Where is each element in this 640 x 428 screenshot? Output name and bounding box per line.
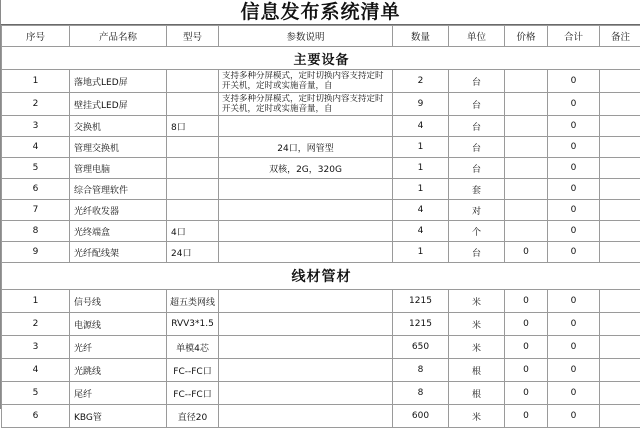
table-row: [2, 158, 640, 179]
cell-quantity[interactable]: 650: [393, 336, 449, 359]
header-cell[interactable]: 备注: [600, 26, 640, 47]
cell-total[interactable]: 0: [548, 221, 600, 242]
cell-spec[interactable]: [219, 93, 393, 116]
cell-note[interactable]: [600, 290, 640, 313]
cell-product-name[interactable]: 尾纤: [70, 382, 167, 405]
cell-spec[interactable]: 24口，网管型: [219, 137, 393, 158]
cell-total[interactable]: 0: [548, 158, 600, 179]
cell-unit[interactable]: 台: [449, 242, 505, 263]
cell-model[interactable]: 单模4芯: [167, 336, 219, 359]
cell-model[interactable]: 24口: [167, 242, 219, 263]
sheet-title: 信息发布系统清单: [1, 0, 640, 25]
cell-product-name[interactable]: 光纤收发器: [70, 200, 167, 221]
cell-price[interactable]: 0: [505, 405, 548, 428]
cell-unit[interactable]: 对: [449, 200, 505, 221]
cell-unit[interactable]: 米: [449, 313, 505, 336]
cell-spec[interactable]: [219, 116, 393, 137]
cell-index[interactable]: 3: [2, 336, 70, 359]
cell-total[interactable]: 0: [548, 179, 600, 200]
cell-total[interactable]: 0: [548, 93, 600, 116]
cell-quantity[interactable]: 1: [393, 137, 449, 158]
cell-quantity[interactable]: 2: [393, 70, 449, 93]
cell-unit[interactable]: 米: [449, 290, 505, 313]
cell-spec[interactable]: [219, 242, 393, 263]
cell-total[interactable]: 0: [548, 200, 600, 221]
cell-product-name[interactable]: 电源线: [70, 313, 167, 336]
header-cell[interactable]: 合计: [548, 26, 600, 47]
cell-total[interactable]: 0: [548, 359, 600, 382]
cell-note[interactable]: [600, 313, 640, 336]
cell-quantity[interactable]: 4: [393, 200, 449, 221]
cell-product-name[interactable]: 管理交换机: [70, 137, 167, 158]
table-row: [2, 70, 640, 93]
cell-note[interactable]: [600, 93, 640, 116]
cell-note[interactable]: [600, 382, 640, 405]
cell-unit[interactable]: 套: [449, 179, 505, 200]
cell-note[interactable]: [600, 179, 640, 200]
cell-model[interactable]: [167, 158, 219, 179]
cell-index[interactable]: 4: [2, 137, 70, 158]
cell-unit[interactable]: 米: [449, 405, 505, 428]
header-cell[interactable]: 参数说明: [219, 26, 393, 47]
cell-quantity[interactable]: 8: [393, 359, 449, 382]
header-cell[interactable]: 价格: [505, 26, 548, 47]
header-cell[interactable]: 序号: [2, 26, 70, 47]
section-row-main-equipment: [2, 47, 640, 70]
cell-unit[interactable]: 个: [449, 221, 505, 242]
cell-quantity[interactable]: 4: [393, 116, 449, 137]
cell-index[interactable]: 9: [2, 242, 70, 263]
section-row-cables: [2, 263, 640, 290]
cell-product-name[interactable]: 光跳线: [70, 359, 167, 382]
cell-price[interactable]: 0: [505, 242, 548, 263]
cell-product-name[interactable]: 光纤配线架: [70, 242, 167, 263]
cell-unit[interactable]: 根: [449, 359, 505, 382]
cell-note[interactable]: [600, 359, 640, 382]
header-row: [2, 26, 640, 47]
cell-quantity[interactable]: 600: [393, 405, 449, 428]
cell-quantity[interactable]: 1: [393, 179, 449, 200]
table-row: [2, 221, 640, 242]
cell-spec[interactable]: [219, 382, 393, 405]
cell-total[interactable]: 0: [548, 405, 600, 428]
cell-index[interactable]: 2: [2, 93, 70, 116]
cell-index[interactable]: 3: [2, 116, 70, 137]
table-row: [2, 179, 640, 200]
header-cell[interactable]: 单位: [449, 26, 505, 47]
cell-index[interactable]: 7: [2, 200, 70, 221]
cell-spec[interactable]: 双核，2G，320G: [219, 158, 393, 179]
cell-total[interactable]: 0: [548, 336, 600, 359]
cell-model[interactable]: 4口: [167, 221, 219, 242]
section-title[interactable]: 主要设备: [2, 47, 640, 70]
cell-index[interactable]: 1: [2, 70, 70, 93]
cell-price[interactable]: [505, 116, 548, 137]
cell-price[interactable]: [505, 158, 548, 179]
cell-price[interactable]: 0: [505, 313, 548, 336]
cell-spec[interactable]: [219, 70, 393, 93]
cell-quantity[interactable]: 8: [393, 382, 449, 405]
cell-note[interactable]: [600, 242, 640, 263]
table-row: [2, 137, 640, 158]
cell-model[interactable]: [167, 70, 219, 93]
cell-total[interactable]: 0: [548, 116, 600, 137]
cell-model[interactable]: FC--FC口: [167, 359, 219, 382]
cell-total[interactable]: 0: [548, 242, 600, 263]
cell-spec[interactable]: [219, 313, 393, 336]
cell-model[interactable]: 8口: [167, 116, 219, 137]
cell-spec[interactable]: [219, 179, 393, 200]
cell-price[interactable]: [505, 200, 548, 221]
cell-index[interactable]: 8: [2, 221, 70, 242]
table-row: [2, 200, 640, 221]
cell-product-name[interactable]: 综合管理软件: [70, 179, 167, 200]
cell-quantity[interactable]: 1215: [393, 290, 449, 313]
table-row: [2, 382, 640, 405]
cell-model[interactable]: RVV3*1.5: [167, 313, 219, 336]
cell-quantity[interactable]: 1: [393, 158, 449, 179]
cell-unit[interactable]: 台: [449, 137, 505, 158]
cell-product-name[interactable]: 光终端盒: [70, 221, 167, 242]
cell-spec[interactable]: [219, 336, 393, 359]
table-row: [2, 242, 640, 263]
cell-price[interactable]: 0: [505, 359, 548, 382]
cell-spec[interactable]: [219, 359, 393, 382]
cell-model[interactable]: FC--FC口: [167, 382, 219, 405]
header-cell[interactable]: 型号: [167, 26, 219, 47]
cell-quantity[interactable]: 1: [393, 242, 449, 263]
cell-note[interactable]: [600, 116, 640, 137]
cell-unit[interactable]: 台: [449, 93, 505, 116]
table-row: [2, 116, 640, 137]
cell-unit[interactable]: 台: [449, 70, 505, 93]
cell-price[interactable]: 0: [505, 290, 548, 313]
equipment-table: [1, 25, 640, 428]
cell-note[interactable]: [600, 137, 640, 158]
cell-price[interactable]: [505, 179, 548, 200]
cell-note[interactable]: [600, 70, 640, 93]
cell-price[interactable]: [505, 137, 548, 158]
cell-index[interactable]: 2: [2, 313, 70, 336]
cell-product-name[interactable]: 信号线: [70, 290, 167, 313]
cell-note[interactable]: [600, 405, 640, 428]
cell-spec[interactable]: [219, 290, 393, 313]
cell-index[interactable]: 4: [2, 359, 70, 382]
cell-price[interactable]: [505, 221, 548, 242]
header-cell[interactable]: 数量: [393, 26, 449, 47]
cell-unit[interactable]: 根: [449, 382, 505, 405]
cell-product-name[interactable]: 交换机: [70, 116, 167, 137]
cell-model[interactable]: 超五类网线: [167, 290, 219, 313]
table-row: [2, 405, 640, 428]
cell-model[interactable]: [167, 179, 219, 200]
cell-product-name[interactable]: 管理电脑: [70, 158, 167, 179]
cell-model[interactable]: [167, 137, 219, 158]
cell-quantity[interactable]: 4: [393, 221, 449, 242]
cell-unit[interactable]: 台: [449, 158, 505, 179]
section-title[interactable]: 线材管材: [2, 263, 640, 290]
cell-total[interactable]: 0: [548, 290, 600, 313]
cell-note[interactable]: [600, 336, 640, 359]
cell-price[interactable]: 0: [505, 382, 548, 405]
cell-product-name[interactable]: 光纤: [70, 336, 167, 359]
table-row: [2, 359, 640, 382]
cell-price[interactable]: 0: [505, 336, 548, 359]
cell-total[interactable]: 0: [548, 313, 600, 336]
spec-text: 支持多种分屏模式，定时切换内容支持定时开关机，定时或实施音量，自: [222, 71, 389, 91]
cell-note[interactable]: [600, 158, 640, 179]
cell-total[interactable]: 0: [548, 137, 600, 158]
cell-price[interactable]: [505, 93, 548, 116]
cell-quantity[interactable]: 1215: [393, 313, 449, 336]
cell-index[interactable]: 6: [2, 405, 70, 428]
cell-total[interactable]: 0: [548, 382, 600, 405]
cell-index[interactable]: 6: [2, 179, 70, 200]
cell-product-name[interactable]: KBG管: [70, 405, 167, 428]
cell-spec[interactable]: [219, 200, 393, 221]
cell-model[interactable]: [167, 200, 219, 221]
cell-product-name[interactable]: 壁挂式LED屏: [70, 93, 167, 116]
table-row: [2, 290, 640, 313]
table-row: [2, 313, 640, 336]
table-row: [2, 93, 640, 116]
header-cell[interactable]: 产品名称: [70, 26, 167, 47]
cell-note[interactable]: [600, 221, 640, 242]
cell-note[interactable]: [600, 200, 640, 221]
cell-price[interactable]: [505, 70, 548, 93]
cell-model[interactable]: 直径20: [167, 405, 219, 428]
table-row: [2, 336, 640, 359]
cell-unit[interactable]: 台: [449, 116, 505, 137]
cell-spec[interactable]: [219, 405, 393, 428]
cell-index[interactable]: 5: [2, 382, 70, 405]
spec-text: 支持多种分屏模式，定时切换内容支持定时开关机，定时或实施音量，自: [222, 94, 389, 114]
cell-unit[interactable]: 米: [449, 336, 505, 359]
cell-model[interactable]: [167, 93, 219, 116]
cell-index[interactable]: 5: [2, 158, 70, 179]
cell-spec[interactable]: [219, 221, 393, 242]
cell-index[interactable]: 1: [2, 290, 70, 313]
cell-total[interactable]: 0: [548, 70, 600, 93]
cell-product-name[interactable]: 落地式LED屏: [70, 70, 167, 93]
cell-quantity[interactable]: 9: [393, 93, 449, 116]
